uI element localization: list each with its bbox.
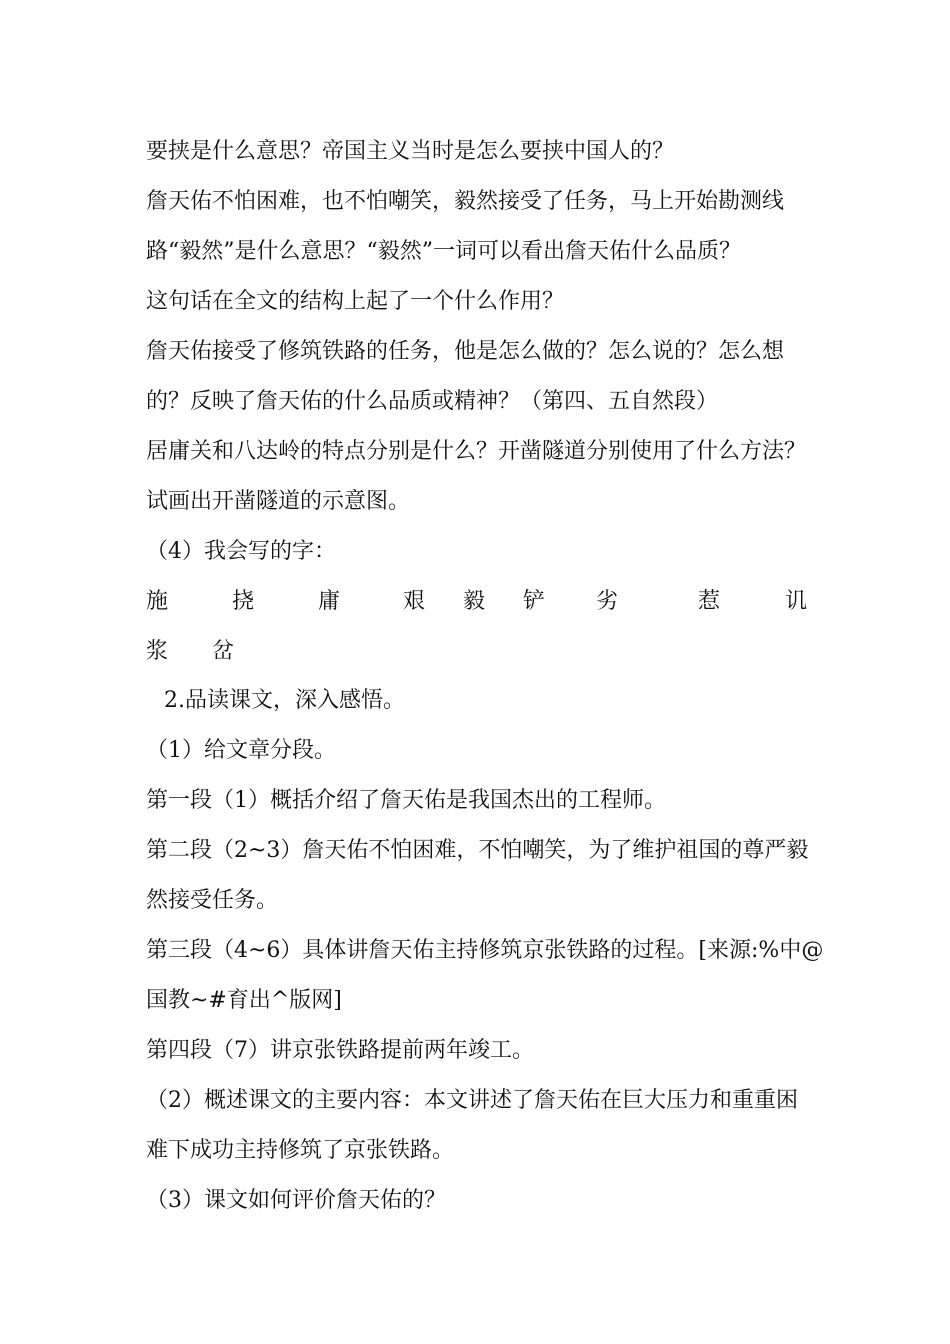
character: 艰 bbox=[403, 589, 426, 614]
text-line: 第四段（7）讲京张铁路提前两年竣工。 bbox=[146, 1038, 534, 1063]
character: 劣 bbox=[596, 589, 619, 614]
text-line: 试画出开凿隧道的示意图。 bbox=[146, 489, 411, 514]
text-line: （3）课文如何评价詹天佑的？ bbox=[146, 1188, 446, 1213]
text-line: （1）给文章分段。 bbox=[146, 738, 336, 763]
character: 讥 bbox=[785, 589, 808, 614]
character: 施 bbox=[146, 589, 169, 614]
character: 铲 bbox=[523, 589, 546, 614]
text-line: 第二段（2~3）詹天佑不怕困难，不怕嘲笑，为了维护祖国的尊严毅 bbox=[146, 838, 809, 863]
character: 惹 bbox=[698, 589, 721, 614]
text-line: 居庸关和八达岭的特点分别是什么？开凿隧道分别使用了什么方法？ bbox=[146, 439, 807, 464]
section-heading: （4）我会写的字： bbox=[146, 539, 336, 564]
character: 毅 bbox=[463, 589, 486, 614]
text-line: 要挟是什么意思？帝国主义当时是怎么要挟中国人的？ bbox=[146, 139, 675, 164]
text-line: 国教~#育出^版网] bbox=[146, 988, 342, 1013]
text-line: 第三段（4~6）具体讲詹天佑主持修筑京张铁路的过程。[来源:%中@ bbox=[146, 938, 824, 963]
text-line: 难下成功主持修筑了京张铁路。 bbox=[146, 1138, 455, 1163]
text-line: 的？反映了詹天佑的什么品质或精神？（第四、五自然段） bbox=[146, 389, 719, 414]
character: 庸 bbox=[318, 589, 341, 614]
text-line: 这句话在全文的结构上起了一个什么作用？ bbox=[146, 289, 565, 314]
character: 挠 bbox=[232, 589, 255, 614]
text-line: 路“毅然”是什么意思？“毅然”一词可以看出詹天佑什么品质？ bbox=[146, 239, 741, 264]
text-line: 詹天佑接受了修筑铁路的任务，他是怎么做的？怎么说的？怎么想 bbox=[146, 339, 785, 364]
character: 岔 bbox=[212, 639, 235, 664]
text-line: 詹天佑不怕困难，也不怕嘲笑，毅然接受了任务，马上开始勘测线 bbox=[146, 189, 785, 214]
text-line: 第一段（1）概括介绍了詹天佑是我国杰出的工程师。 bbox=[146, 788, 666, 813]
text-line: （2）概述课文的主要内容：本文讲述了詹天佑在巨大压力和重重困 bbox=[146, 1088, 798, 1113]
character: 浆 bbox=[146, 639, 169, 664]
section-heading: 2.品读课文，深入感悟。 bbox=[164, 688, 405, 713]
text-line: 然接受任务。 bbox=[146, 888, 279, 913]
